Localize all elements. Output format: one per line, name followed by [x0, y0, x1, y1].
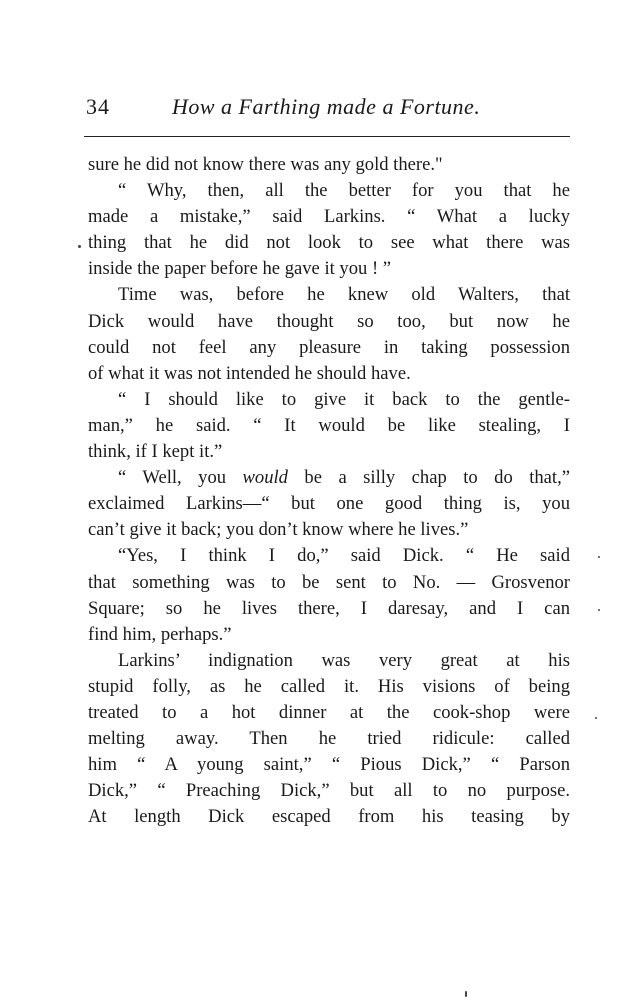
running-title: How a Farthing made a Fortune.: [172, 94, 481, 119]
text-segment: be a silly chap to do that,”: [287, 467, 570, 489]
text-line: man,” he said. “ It would be like stealing, I: [88, 414, 570, 436]
text-line: Square; so he lives there, I daresay, and I can: [88, 597, 570, 619]
text-line: could not feel any pleasure in taking possession: [88, 336, 570, 358]
text-line: sure he did not know there was any gold there.": [88, 154, 443, 175]
page-number: 34: [86, 94, 110, 119]
text-line: “ I should like to give it back to the gentle-: [118, 388, 570, 410]
text-line: stupid folly, as he called it. His visions of being: [88, 675, 570, 697]
print-speck: [595, 717, 597, 719]
header-rule: [84, 136, 570, 137]
text-segment: “ Well, you: [118, 467, 243, 489]
text-line: find him, perhaps.”: [88, 623, 232, 645]
body-text: [88, 152, 570, 830]
page-header: [86, 94, 568, 128]
text-line: [88, 465, 570, 491]
text-line: made a mistake,” said Larkins. “ What a lucky: [88, 206, 570, 228]
text-line: “Yes, I think I do,” said Dick. “ He said: [118, 545, 570, 567]
text-line: can’t give it back; you don’t know where he lives.”: [88, 519, 469, 541]
text-line: exclaimed Larkins—“ but one good thing is, you: [88, 493, 570, 515]
print-speck: [78, 245, 81, 248]
text-line: inside the paper before he gave it you ! ”: [88, 258, 392, 280]
text-line: Larkins’ indignation was very great at his: [118, 649, 570, 671]
text-line: thing that he did not look to see what there was: [88, 232, 570, 254]
print-speck: [598, 609, 600, 611]
text-line: melting away. Then he tried ridicule: called: [88, 728, 570, 750]
print-speck: [465, 991, 467, 997]
text-line: him “ A young saint,” “ Pious Dick,” “ Parson: [88, 754, 570, 776]
text-line: think, if I kept it.”: [88, 441, 223, 463]
text-line: Time was, before he knew old Walters, that: [118, 284, 570, 306]
text-line: Dick would have thought so too, but now he: [88, 310, 570, 332]
text-line: of what it was not intended he should have.: [88, 362, 411, 384]
text-line: that something was to be sent to No. — Grosvenor: [88, 571, 570, 593]
italic-word: would: [242, 467, 288, 489]
text-line: “ Why, then, all the better for you that he: [118, 180, 570, 202]
text-line: At length Dick escaped from his teasing by: [88, 806, 570, 828]
print-speck: [598, 556, 600, 558]
text-line: Dick,” “ Preaching Dick,” but all to no purpose.: [88, 780, 570, 802]
text-line: treated to a hot dinner at the cook-shop were: [88, 701, 570, 723]
